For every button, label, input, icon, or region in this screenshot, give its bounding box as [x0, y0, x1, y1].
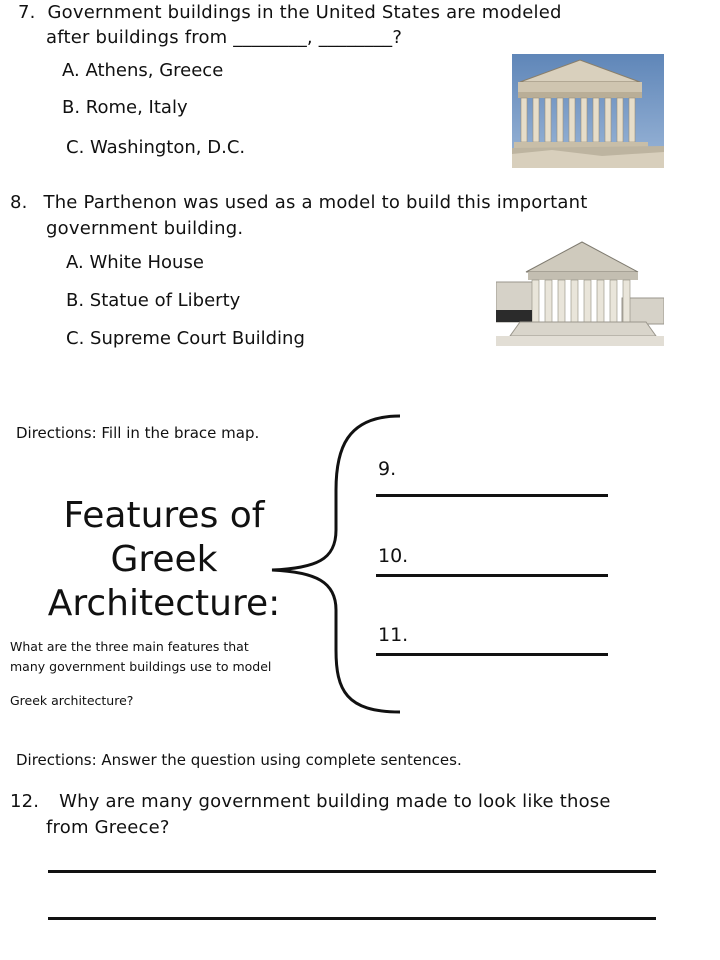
q8-text-line2: government building. [46, 218, 244, 239]
q12-text-line1: Why are many government building made to look like those [59, 791, 611, 812]
answer-label-9: 9. [378, 458, 397, 480]
q8-option-b[interactable]: B. Statue of Liberty [66, 290, 241, 311]
title-line-1: Features of [63, 495, 265, 536]
q8-option-a[interactable]: A. White House [66, 252, 204, 273]
q8-text-line1: The Parthenon was used as a model to build this important [43, 192, 588, 213]
q7-text-line2: after buildings from ________, ________? [46, 27, 403, 48]
q12-answer-line-2[interactable] [48, 917, 656, 920]
answer-line-10[interactable] [376, 574, 608, 577]
q8-number: 8. [10, 192, 28, 213]
answer-line-9[interactable] [376, 494, 608, 497]
q12-line1 [10, 789, 611, 815]
q7-text-line1: Government buildings in the United States are modeled [47, 2, 562, 23]
brace-question-line2: many government buildings use to model [10, 659, 272, 674]
q8-option-c[interactable]: C. Supreme Court Building [66, 328, 305, 349]
answer-label-10: 10. [378, 545, 409, 567]
q7-option-c[interactable]: C. Washington, D.C. [66, 137, 246, 158]
q8-line1 [10, 190, 587, 216]
q7-number: 7. [18, 2, 36, 23]
title-line-2: Greek [110, 539, 218, 580]
q12-answer-line-1[interactable] [48, 870, 656, 873]
brace-directions: Directions: Fill in the brace map. [16, 424, 260, 442]
brace-question-line1: What are the three main features that [10, 639, 249, 654]
q12-text-line2: from Greece? [46, 817, 170, 838]
q12-number: 12. [10, 791, 40, 812]
q7-option-a[interactable]: A. Athens, Greece [62, 60, 224, 81]
answer-line-11[interactable] [376, 653, 608, 656]
supreme-court-image [496, 240, 664, 346]
answer-label-11: 11. [378, 624, 409, 646]
parthenon-image [512, 54, 664, 168]
q7-line1 [18, 0, 562, 26]
title-line-3: Architecture: [47, 583, 281, 624]
q7-option-b[interactable]: B. Rome, Italy [62, 97, 188, 118]
q12-directions: Directions: Answer the question using complete sentences. [16, 751, 462, 769]
brace-question-line3: Greek architecture? [10, 693, 134, 708]
